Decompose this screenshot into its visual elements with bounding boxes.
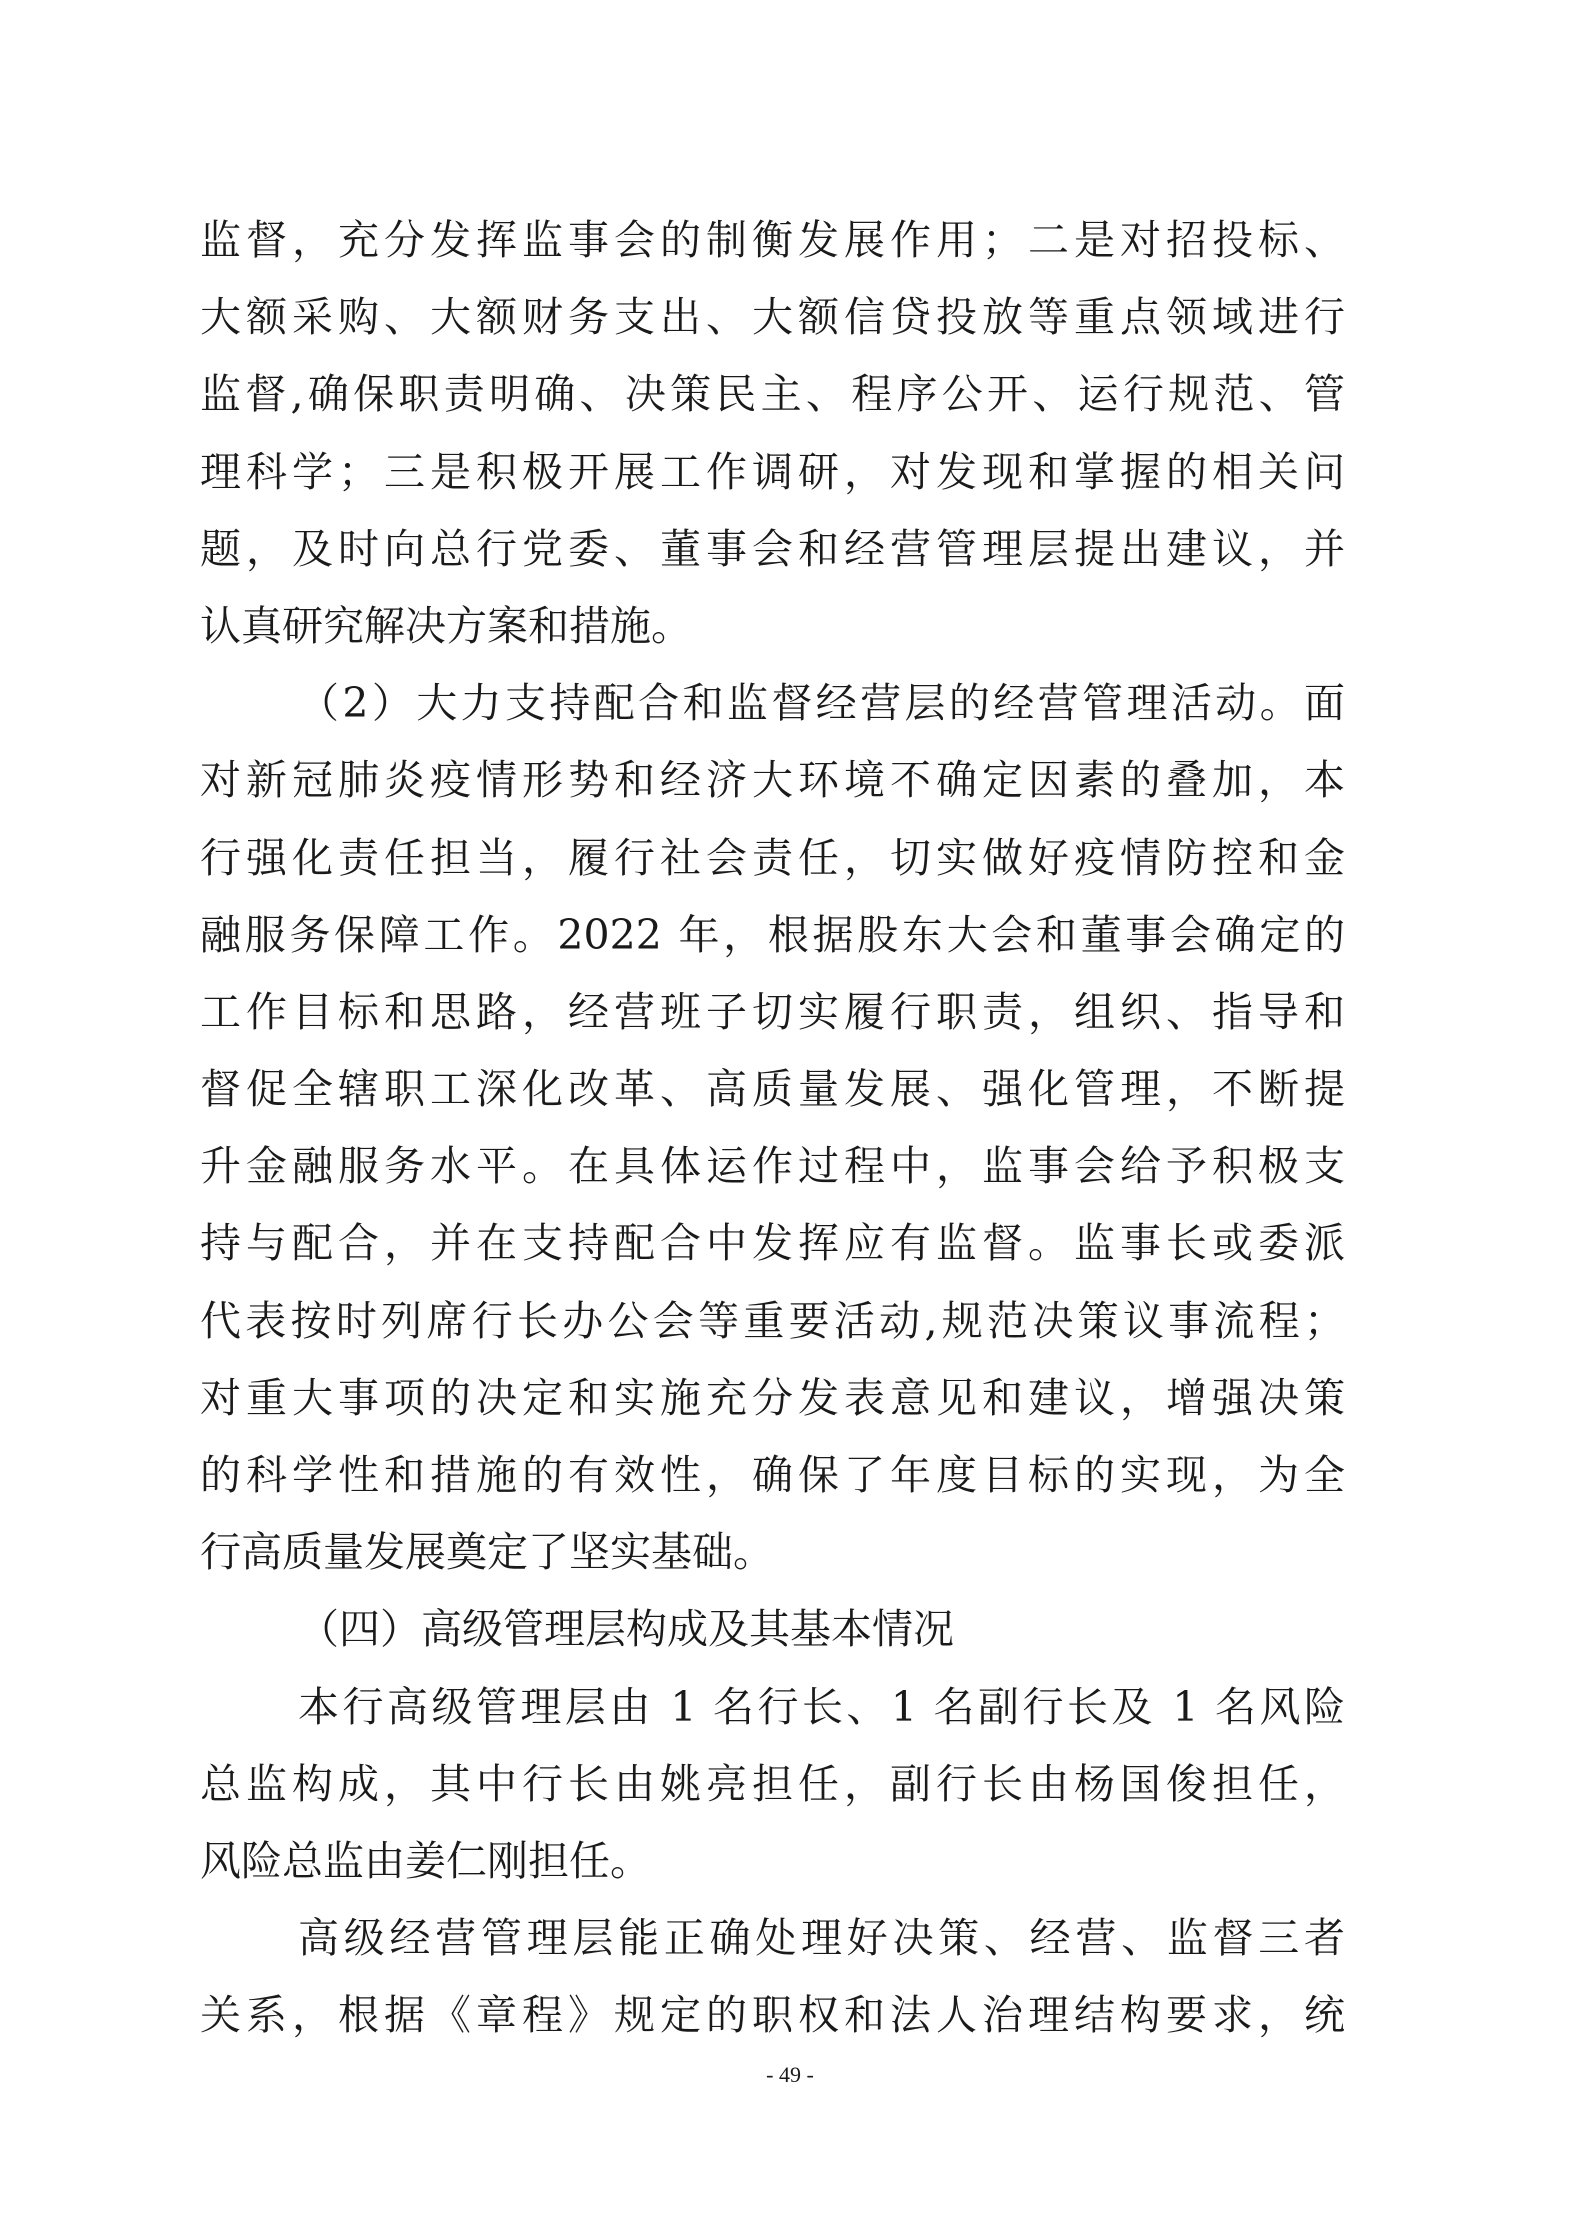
- text-line: 总监构成，其中行长由姚亮担任，副行长由杨国俊担任，: [200, 1759, 1345, 1808]
- text-line: 认真研究解决方案和措施。: [200, 601, 692, 650]
- text-line: 行强化责任担当，履行社会责任，切实做好疫情防控和金: [200, 833, 1345, 882]
- text-line: 监督,确保职责明确、决策民主、程序公开、运行规范、管: [200, 370, 1345, 419]
- text-line: 风险总监由姜仁刚担任。: [200, 1836, 651, 1885]
- text-line: 本行高级管理层由 1 名行长、1 名副行长及 1 名风险: [298, 1682, 1345, 1731]
- text-line: 升金融服务水平。在具体运作过程中，监事会给予积极支: [200, 1142, 1345, 1191]
- heading-senior-management: （四）高级管理层构成及其基本情况: [298, 1605, 954, 1654]
- text-line: 持与配合，并在支持配合中发挥应有监督。监事长或委派: [200, 1219, 1345, 1268]
- paragraph-supervision-continued: [200, 202, 1345, 665]
- document-body: [200, 202, 1345, 2055]
- text-line: （2）大力支持配合和监督经营层的经营管理活动。面: [298, 679, 1345, 728]
- text-line: 题，及时向总行党委、董事会和经营管理层提出建议，并: [200, 524, 1345, 573]
- text-line: 高级经营管理层能正确处理好决策、经营、监督三者: [298, 1914, 1345, 1963]
- text-line: 融服务保障工作。2022 年，根据股东大会和董事会确定的: [200, 910, 1345, 959]
- text-line: 代表按时列席行长办公会等重要活动,规范决策议事流程；: [200, 1296, 1345, 1345]
- text-line: 对重大事项的决定和实施充分发表意见和建议，增强决策: [200, 1373, 1345, 1422]
- text-line: 行高质量发展奠定了坚实基础。: [200, 1528, 774, 1577]
- text-line: 的科学性和措施的有效性，确保了年度目标的实现，为全: [200, 1451, 1345, 1499]
- text-line: 工作目标和思路，经营班子切实履行职责，组织、指导和: [200, 987, 1345, 1036]
- text-line: 大额采购、大额财务支出、大额信贷投放等重点领域进行: [200, 293, 1345, 342]
- text-line: 对新冠肺炎疫情形势和经济大环境不确定因素的叠加，本: [200, 756, 1345, 805]
- paragraph-management-composition: [200, 1669, 1345, 1901]
- text-line: 理科学；三是积极开展工作调研，对发现和掌握的相关问: [200, 447, 1345, 496]
- paragraph-support-management: [200, 665, 1345, 1591]
- text-line: 关系，根据《章程》规定的职权和法人治理结构要求，统: [200, 1991, 1345, 2040]
- text-line: 监督，充分发挥监事会的制衡发展作用；二是对招投标、: [200, 216, 1345, 264]
- page-number: - 49 -: [766, 2062, 814, 2087]
- section-heading: [200, 1591, 1345, 1668]
- text-line: 督促全辖职工深化改革、高质量发展、强化管理，不断提: [200, 1065, 1345, 1114]
- paragraph-management-relations: [200, 1900, 1345, 2054]
